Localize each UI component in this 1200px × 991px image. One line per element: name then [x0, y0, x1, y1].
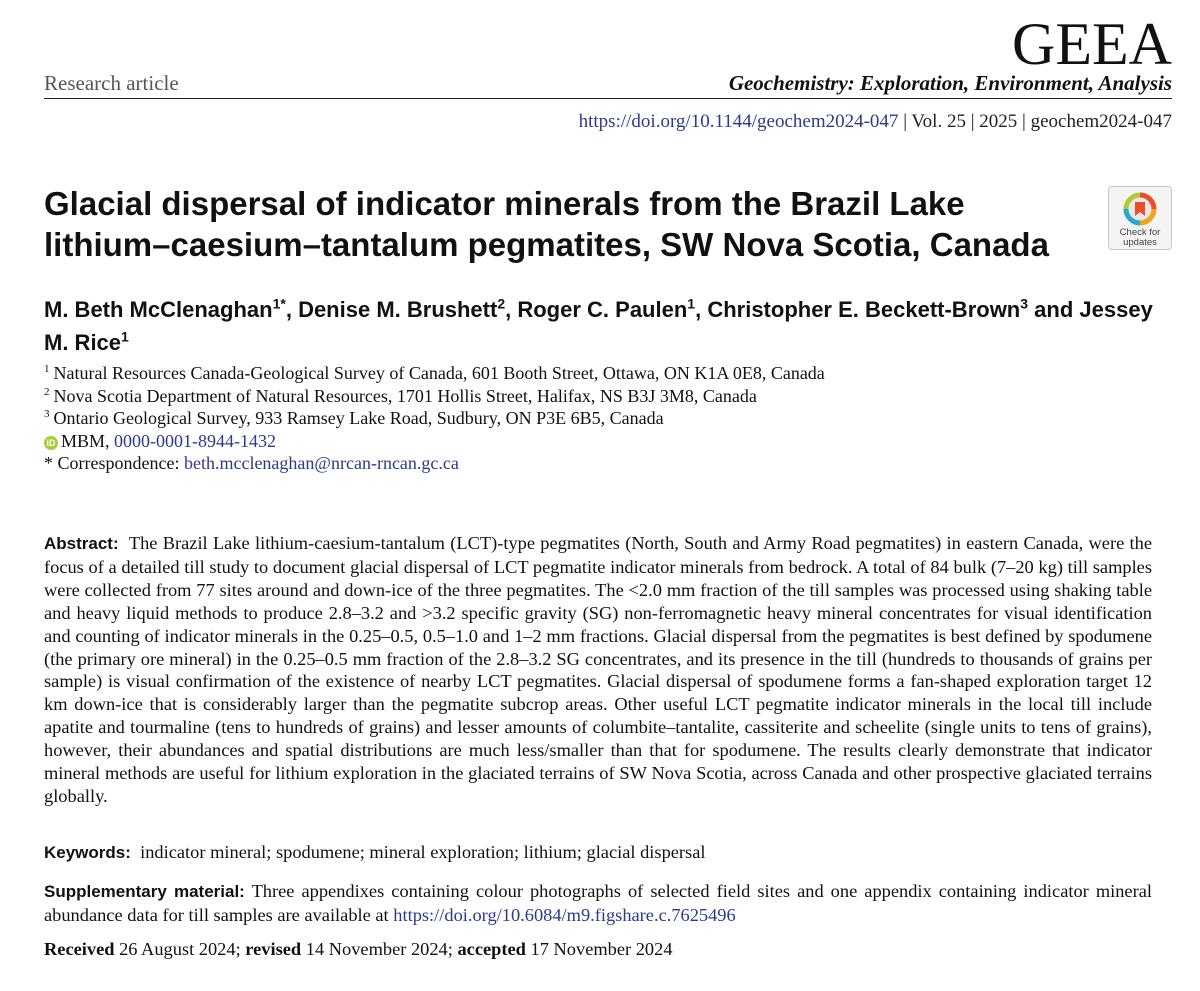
affiliation-text: Natural Resources Canada-Geological Survey of Canada, 601 Booth Street, Ottawa, ON K1A 0E8, Canada [53, 363, 825, 383]
doi-link[interactable]: https://doi.org/10.1144/geochem2024-047 [578, 111, 899, 132]
received-date: 26 August 2024; [119, 939, 241, 959]
separator: | [965, 111, 980, 132]
author: M. Beth McClenaghan [44, 297, 273, 322]
author-affiliation-mark: 1 [687, 295, 696, 312]
affiliations [44, 362, 1144, 475]
check-for-updates-button[interactable] [1108, 186, 1172, 250]
check-updates-label: Check for updates [1119, 227, 1161, 248]
affiliation-item [44, 385, 1144, 408]
author-separator: , [285, 297, 299, 322]
year: 2025 [979, 111, 1018, 132]
supplementary-label: Supplementary material: [44, 882, 245, 901]
volume: Vol. 25 [911, 111, 966, 132]
affiliation-text: Ontario Geological Survey, 933 Ramsey Lake Road, Sudbury, ON P3E 6B5, Canada [53, 408, 664, 428]
separator: | [1017, 111, 1031, 132]
author-affiliation-mark: 3 [1020, 295, 1029, 312]
correspondence-line [44, 452, 1144, 475]
author-separator: , [505, 297, 518, 322]
abstract [44, 532, 1152, 808]
author-affiliation-mark: 1 [121, 328, 129, 345]
author: Jessey M. Rice [44, 297, 1153, 355]
abstract-text: The Brazil Lake lithium-caesium-tantalum (LCT)-type pegmatites (North, South and Army Road pegmatites) in eastern Canada, were the focus of a detailed till study to document glacial dispersal of LCT pegmatite indicator minerals from bedrock. A total of 84 bulk (7–20 kg) till samples were collected from 77 sites around and down-ice of the three pegmatites. The <2.0 mm fraction of the till samples was processed using shaking table and heavy liquid methods to produce 2.8–3.2 and >3.2 specific gravity (SG) non-ferromagnetic heavy mineral concentrates for visual identification and counting of indicator minerals in the 0.25–0.5, 0.5–1.0 and 1–2 mm fractions. Glacial dispersal from the pegmatites is best defined by spodumene (the primary ore mineral) in the 0.25–0.5 mm fraction of the 2.8–3.2 SG concentrates, and its presence in the till (hundreds to thousands of grains per sample) is visual confirmation of the existence of nearby LCT pegmatites. Glacial dispersal of spodumene forms a fan-shaped exploration target 12 km down-ice that is considerably larger than the pegmatite subcrop areas. Other useful LCT pegmatite indicator minerals in the local till include apatite and tourmaline (tens to hundreds of grains) and lesser amounts of columbite–tantalite, cassiterite and scheelite (single units to tens of grains), however, their abundances and spatial distributions are much less/smaller than that for spodumene. The results clearly demonstrate that indicator mineral methods are useful for lithium exploration in the glaciated terrains of SW Nova Scotia, across Canada and other prospective glaciated terrains globally. [44, 533, 1152, 806]
check-updates-icon [1122, 191, 1158, 227]
author-separator: and [1028, 297, 1080, 322]
orcid-line [44, 430, 1144, 453]
supplementary-link[interactable]: https://doi.org/10.6084/m9.figshare.c.7625496 [393, 904, 736, 925]
affiliation-item [44, 362, 1144, 385]
affiliation-number: 3 [44, 408, 50, 420]
orcid-link[interactable]: 0000-0001-8944-1432 [114, 430, 276, 451]
author: Christopher E. Beckett-Brown [707, 297, 1021, 322]
article-dates [44, 938, 1152, 960]
author: Roger C. Paulen [517, 297, 688, 322]
affiliation-text: Nova Scotia Department of Natural Resources, 1701 Hollis Street, Halifax, NS B3J 3M8, Canada [53, 385, 757, 406]
correspondence-email-link[interactable]: beth.mcclenaghan@nrcan-rncan.gc.ca [183, 453, 459, 473]
author-affiliation-mark: 2 [497, 295, 506, 312]
journal-name: Geochemistry: Exploration, Environment, Analysis [728, 71, 1172, 95]
received-label: Received [44, 939, 115, 959]
keywords [44, 841, 1152, 864]
revised-date: 14 November 2024; [305, 939, 453, 959]
header-divider [44, 98, 1172, 99]
keywords-label: Keywords: [44, 843, 131, 862]
article-type: Research article [44, 71, 179, 95]
journal-logo: GEEA [1012, 11, 1172, 77]
author: Denise M. Brushett [298, 297, 498, 322]
author-separator: , [695, 297, 708, 322]
abstract-label: Abstract: [44, 534, 119, 553]
supplementary-text: Three appendixes containing colour photographs of selected field sites and one appendix containing indicator mineral abundance data for till samples are available at [44, 881, 1152, 925]
corresponding-mark: * [280, 295, 286, 312]
article-title: Glacial dispersal of indicator minerals from the Brazil Lake lithium–caesium–tantalum pegmatites, SW Nova Scotia, Canada [44, 185, 1049, 263]
author-list [44, 293, 1154, 359]
citation-line [579, 111, 1172, 133]
accepted-date: 17 November 2024 [530, 939, 673, 959]
orcid-icon[interactable]: iD [44, 436, 58, 450]
affiliation-item [44, 407, 1144, 430]
correspondence-label: * Correspondence: [44, 453, 180, 473]
affiliation-number: 2 [44, 385, 50, 398]
keywords-text: indicator mineral; spodumene; mineral exploration; lithium; glacial dispersal [140, 842, 706, 862]
supplementary-material [44, 880, 1152, 926]
separator: | [898, 111, 912, 132]
author-affiliation-mark: 1 [272, 295, 281, 312]
orcid-initials: MBM, [61, 430, 110, 451]
affiliation-number: 1 [44, 363, 50, 375]
accepted-label: accepted [457, 939, 526, 959]
revised-label: revised [245, 939, 302, 959]
article-id: geochem2024-047 [1030, 111, 1172, 132]
